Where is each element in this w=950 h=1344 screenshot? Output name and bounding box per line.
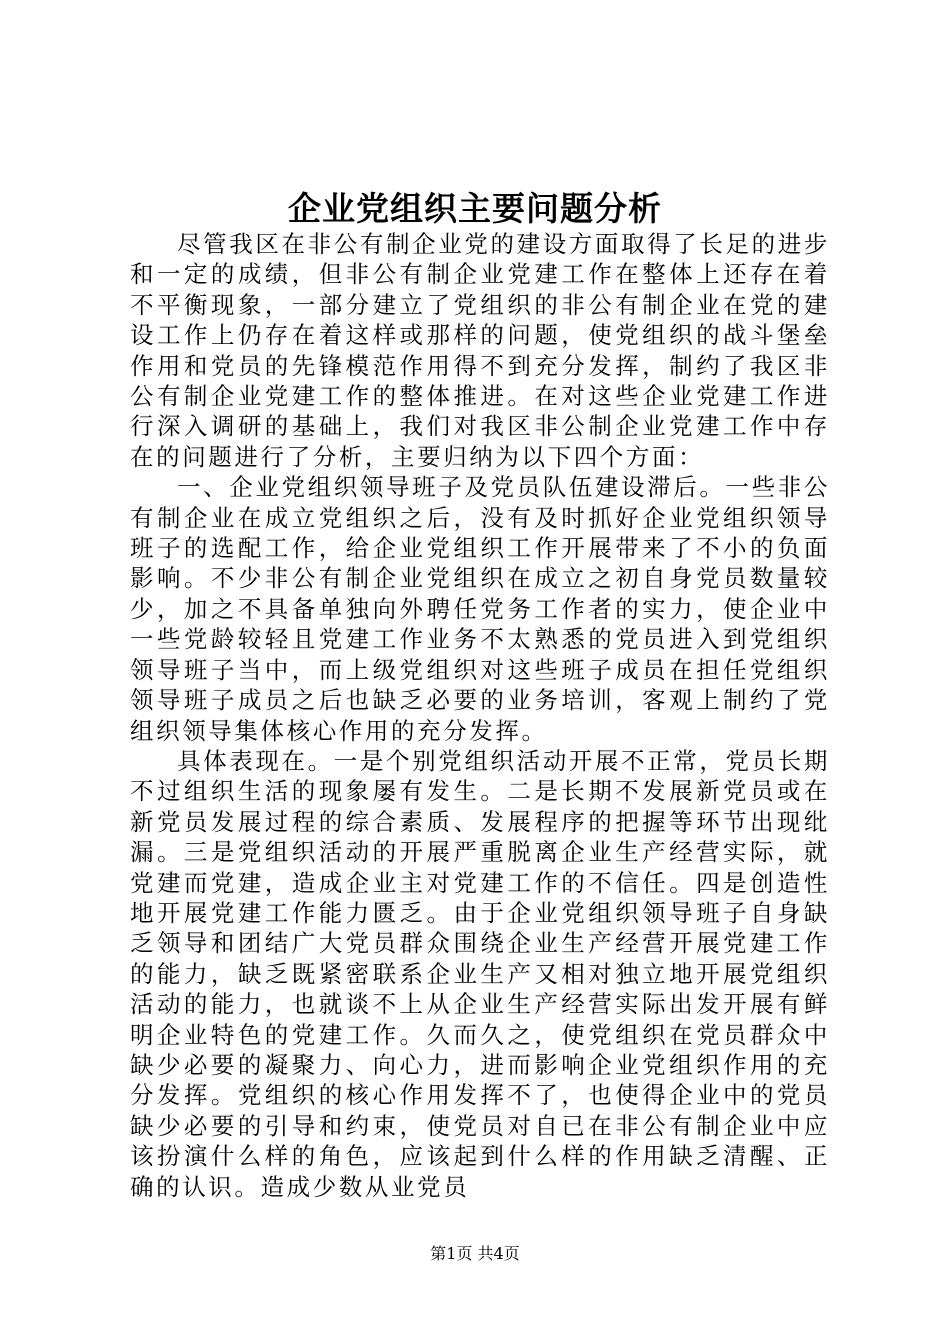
paragraph-intro: 尽管我区在非公有制企业党的建设方面取得了长足的进步和一定的成绩，但非公有制企业党建工作在整体上还存在着不平衡现象，一部分建立了党组织的非公有制企业在党的建设工作上仍存在着这样或那样的问题，使党组织的战斗堡垒作用和党员的先锋模范作用得不到充分发挥，制约了我区非公有制企业党建工作的整体推进。在对这些企业党建工作进行深入调研的基础上，我们对我区非公制企业党建工作中存在的问题进行了分析，主要归纳为以下四个方面： xyxy=(130,230,830,471)
paragraph-details: 具体表现在。一是个别党组织活动开展不正常，党员长期不过组织生活的现象屡有发生。二是长期不发展新党员或在新党员发展过程的综合素质、发展程序的把握等环节出现纰漏。三是党组织活动的开展严重脱离企业生产经营实际，就党建而党建，造成企业主对党建工作的不信任。四是创造性地开展党建工作能力匮乏。由于企业党组织领导班子自身缺乏领导和团结广大党员群众围绕企业生产经营开展党建工作的能力，缺乏既紧密联系企业生产又相对独立地开展党组织活动的能力，也就谈不上从企业生产经营实际出发开展有鲜明企业特色的党建工作。久而久之，使党组织在党员群众中缺少必要的凝聚力、向心力，进而影响企业党组织作用的充分发挥。党组织的核心作用发挥不了，也使得企业中的党员缺少必要的引导和约束，使党员对自已在非公有制企业中应该扮演什么样的角色，应该起到什么样的作用缺乏清醒、正确的认识。造成少数从业党员 xyxy=(130,746,830,1201)
document-title: 企业党组织主要问题分析 xyxy=(288,189,662,228)
paragraph-section-one: 一、企业党组织领导班子及党员队伍建设滞后。一些非公有制企业在成立党组织之后，没有及时抓好企业党组织领导班子的选配工作，给企业党组织工作开展带来了不小的负面影响。不少非公有制企业党组织在成立之初自身党员数量较少，加之不具备单独向外聘任党务工作者的实力，使企业中一些党龄较轻且党建工作业务不太熟悉的党员进入到党组织领导班子当中，而上级党组织对这些班子成员在担任党组织领导班子成员之后也缺乏必要的业务培训，客观上制约了党组织领导集体核心作用的充分发挥。 xyxy=(130,473,830,745)
page-number-footer: 第1页 共4页 xyxy=(430,1244,520,1263)
document-body xyxy=(130,229,830,1202)
